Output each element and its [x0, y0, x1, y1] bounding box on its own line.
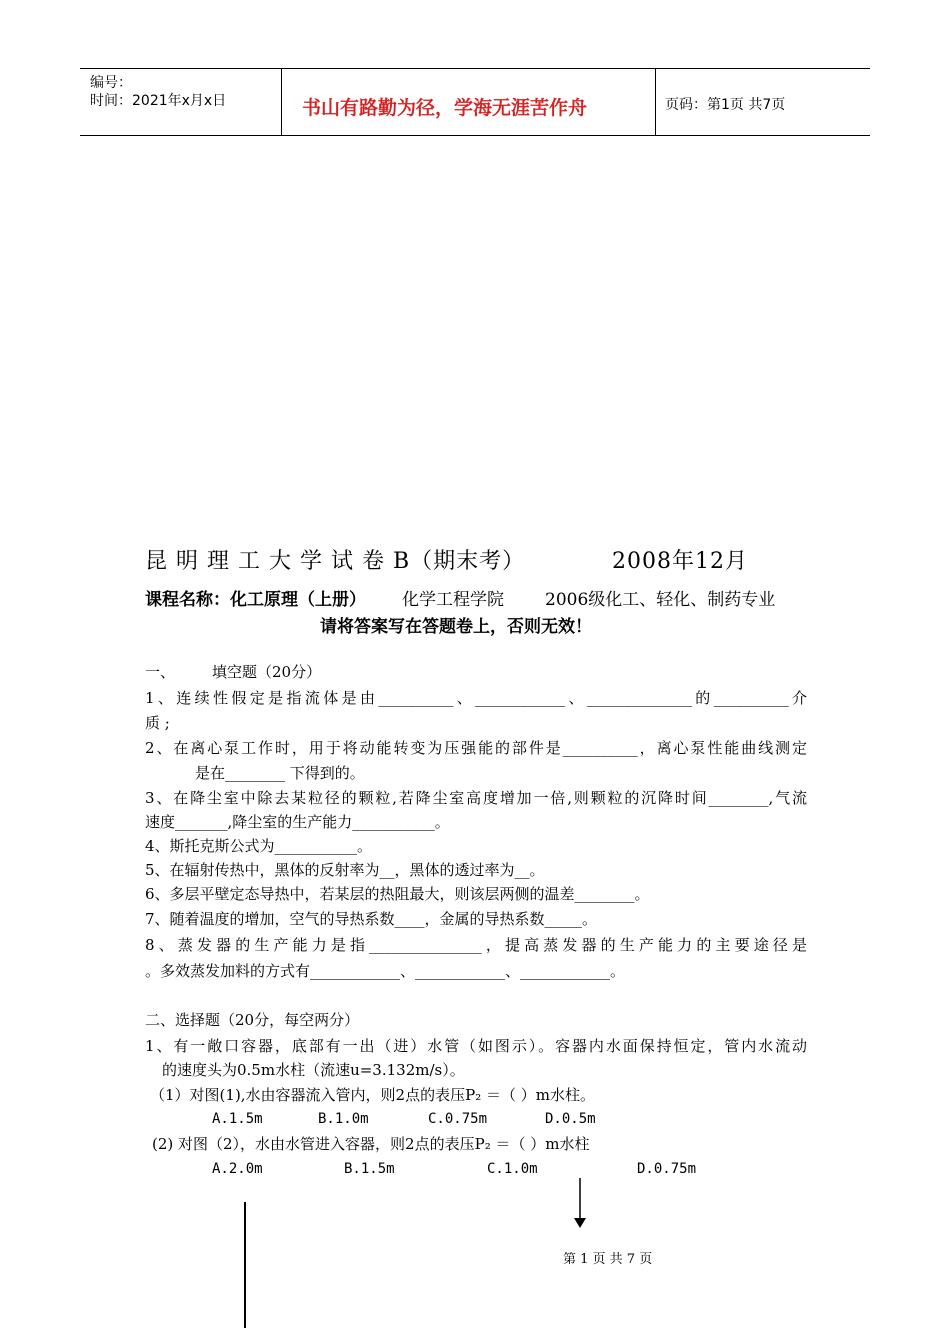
fill-q3-line2: 速度_______,降尘室的生产能力___________。 — [145, 813, 450, 831]
sub1-option-c: C.0.75m — [428, 1111, 488, 1127]
sub2-option-a: A.2.0m — [212, 1161, 263, 1177]
fill-q6: 6、多层平壁定态导热中，若某层的热阻最大，则该层两侧的温差________。 — [145, 885, 650, 903]
time-label: 时间：2021年x月x日 — [90, 93, 227, 109]
fill-q5: 5、在辐射传热中，黑体的反射率为__，黑体的透过率为__。 — [145, 861, 545, 879]
header-divider-1 — [281, 68, 282, 135]
sub1-option-d: D.0.5m — [545, 1111, 596, 1127]
section2-heading: 二、选择题（20分，每空两分） — [145, 1011, 360, 1029]
choice-q1-line1: 1、有一敞口容器，底部有一出（进）水管（如图示）。容器内水面保持恒定，管内水流动 — [145, 1037, 807, 1055]
sub2-option-d: D.0.75m — [637, 1161, 697, 1177]
sub2-option-c: C.1.0m — [487, 1161, 538, 1177]
answer-notice: 请将答案写在答题卷上，否则无效！ — [320, 617, 592, 637]
header-divider-2 — [655, 68, 656, 135]
container-wall-line — [244, 1202, 246, 1328]
header-bottom-rule — [80, 135, 870, 136]
fill-q7: 7、随着温度的增加，空气的导热系数____，金属的导热系数_____。 — [145, 910, 598, 928]
choice-sub2: (2) 对图（2），水由水管进入容器，则2点的表压P₂ ＝（ ）m水柱 — [152, 1135, 590, 1153]
flow-arrow-figure — [570, 1178, 590, 1230]
course-name: 课程名称：化工原理（上册） — [145, 590, 366, 610]
major-name: 2006级化工、轻化、制药专业 — [545, 590, 776, 610]
fill-q8-line1: 8、蒸发器的生产能力是指_______________，提高蒸发器的生产能力的主要途径是 — [145, 936, 807, 954]
fill-q3-line1: 3、在降尘室中除去某粒径的颗粒,若降尘室高度增加一倍,则颗粒的沉降时间________,气流 — [145, 789, 807, 807]
page-code: 页码：第1页 共7页 — [665, 97, 786, 113]
header-top-rule — [80, 68, 870, 69]
motto-text: 书山有路勤为径，学海无涯苦作舟 — [302, 97, 588, 119]
college-name: 化学工程学院 — [402, 590, 504, 610]
section1-number: 一、 — [145, 663, 176, 681]
section1-heading: 填空题（20分） — [212, 663, 322, 681]
sub2-option-b: B.1.5m — [344, 1161, 395, 1177]
fill-q4: 4、斯托克斯公式为___________。 — [145, 837, 373, 855]
exam-title: 昆 明 理 工 大 学 试 卷 B（期末考） — [145, 549, 526, 574]
footer-page-number: 第 1 页 共 7 页 — [563, 1252, 653, 1267]
fill-q8-line2: 。多效蒸发加料的方式有____________、____________、____________。 — [145, 962, 626, 980]
choice-q1-line2: 的速度头为0.5m水柱（流速u=3.132m/s）。 — [162, 1061, 465, 1079]
sub1-option-b: B.1.0m — [318, 1111, 369, 1127]
fill-q2-line1: 2、在离心泵工作时，用于将动能转变为压强能的部件是__________，离心泵性能曲线测定 — [145, 739, 807, 757]
sub1-option-a: A.1.5m — [212, 1111, 263, 1127]
fill-q1-line2: 质 ; — [145, 714, 170, 732]
choice-sub1: （1）对图(1),水由容器流入管内，则2点的表压P₂ ＝（ ）m水柱。 — [150, 1086, 595, 1104]
serial-label: 编号： — [90, 75, 132, 91]
fill-q2-line2: 是在________ 下得到的。 — [195, 764, 365, 782]
exam-date: 2008年12月 — [612, 549, 748, 574]
fill-q1-line1: 1、连续性假定是指流体是由__________、____________、______________的__________介 — [145, 689, 807, 707]
